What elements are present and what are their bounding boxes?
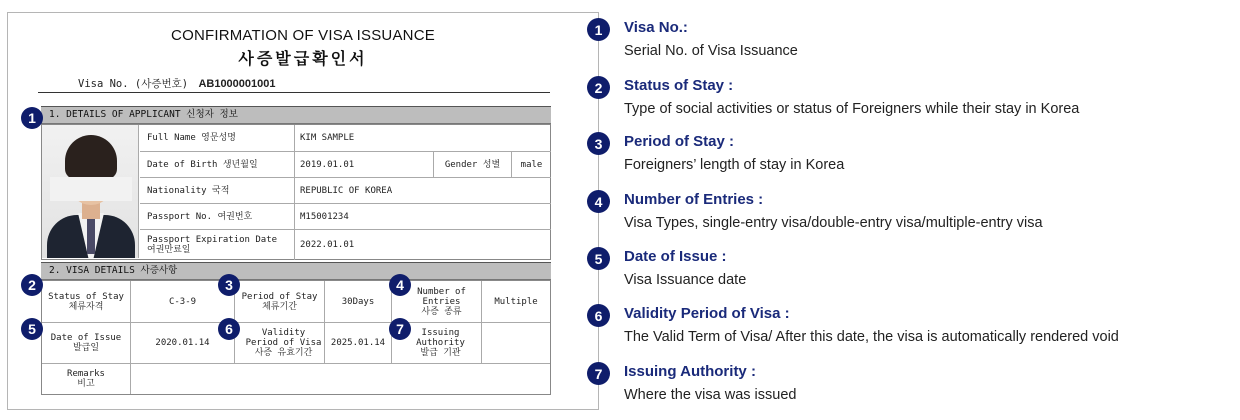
status-label-ko: 체류자격 bbox=[68, 301, 104, 312]
document-title-ko: 사증발급확인서 bbox=[238, 51, 368, 68]
legend-badge: 3 bbox=[587, 132, 610, 155]
legend-item-status-of-stay bbox=[587, 74, 1227, 124]
status-label-en: Status of Stay bbox=[48, 291, 124, 302]
visa-number-value: AB1000001001 bbox=[198, 78, 276, 90]
callout-badge-6: 6 bbox=[218, 318, 240, 340]
legend-title: Period of Stay : bbox=[624, 133, 735, 150]
legend-badge: 5 bbox=[587, 247, 610, 270]
legend-description: The Valid Term of Visa/ After this date, the visa is automatically rendered void bbox=[624, 329, 1119, 345]
legend-description: Type of social activities or status of Foreigners while their stay in Korea bbox=[624, 101, 1080, 117]
legend-item-date-of-issue bbox=[587, 245, 1227, 295]
status-of-stay-label bbox=[42, 281, 130, 322]
legend-description: Visa Types, single-entry visa/double-entry visa/multiple-entry visa bbox=[624, 215, 1043, 231]
legend-description: Where the visa was issued bbox=[624, 387, 797, 403]
legend-description: Visa Issuance date bbox=[624, 272, 747, 288]
section-visa-header: 2. VISA DETAILS 사증사항 bbox=[41, 262, 551, 280]
legend-badge: 6 bbox=[587, 304, 610, 327]
divider bbox=[38, 92, 550, 93]
period-of-stay-value: 30Days bbox=[341, 296, 375, 307]
passport-label: Passport No. 여권번호 bbox=[147, 212, 253, 222]
full-name-value: KIM SAMPLE bbox=[300, 133, 355, 143]
remarks-label-ko: 비고 bbox=[77, 379, 95, 389]
passport-expiration-label bbox=[147, 230, 292, 260]
legend-title: Visa No.: bbox=[624, 19, 688, 36]
callout-badge-2: 2 bbox=[21, 274, 43, 296]
section-applicant-header: 1. DETAILS OF APPLICANT 신청자 정보 bbox=[41, 106, 551, 124]
passport-expiration-value: 2022.01.01 bbox=[300, 240, 355, 250]
legend-title: Issuing Authority : bbox=[624, 363, 756, 380]
callout-badge-1: 1 bbox=[21, 107, 43, 129]
remarks-label bbox=[42, 364, 130, 394]
legend-title: Status of Stay : bbox=[624, 77, 734, 94]
dob-value: 2019.01.01 bbox=[300, 160, 355, 170]
entries-label-en: Number of Entries bbox=[417, 286, 466, 307]
authority-label-en: Issuing Authority bbox=[416, 328, 465, 348]
period-label-ko: 체류기간 bbox=[262, 301, 297, 312]
passport-expiration-label-en: Passport Expiration Date bbox=[147, 235, 278, 245]
entries-label-ko: 사증 종류 bbox=[421, 306, 462, 317]
number-of-entries-value: Multiple bbox=[494, 296, 538, 307]
legend-item-period-of-stay bbox=[587, 130, 1227, 180]
validity-period-value: 2025.01.14 bbox=[330, 338, 386, 348]
visa-number-row bbox=[78, 76, 276, 91]
legend-title: Date of Issue : bbox=[624, 248, 727, 265]
visa-confirmation-document bbox=[7, 12, 599, 410]
gender-value: male bbox=[520, 160, 543, 170]
legend-badge: 4 bbox=[587, 190, 610, 213]
validity-period-label bbox=[235, 323, 324, 363]
passport-expiration-label-ko: 여권만료일 bbox=[147, 245, 191, 255]
legend-badge: 7 bbox=[587, 362, 610, 385]
issue-label-en: Date of Issue bbox=[50, 333, 122, 343]
validity-label-ko: 사증 유효기간 bbox=[254, 348, 313, 358]
date-of-issue-label bbox=[42, 323, 130, 363]
remarks-label-en: Remarks bbox=[67, 369, 105, 379]
validity-label-en: Validity Period of Visa bbox=[245, 328, 322, 348]
period-of-stay-label bbox=[235, 281, 324, 322]
legend-item-issuing-authority bbox=[587, 360, 1227, 410]
callout-badge-4: 4 bbox=[389, 274, 411, 296]
full-name-label: Full Name 영문성명 bbox=[147, 133, 236, 143]
legend-badge: 2 bbox=[587, 76, 610, 99]
authority-label-ko: 발급 기관 bbox=[420, 348, 461, 358]
callout-badge-7: 7 bbox=[389, 318, 411, 340]
visa-number-label: Visa No. (사증번호) bbox=[78, 78, 189, 90]
passport-value: M15001234 bbox=[300, 212, 349, 222]
legend-title: Validity Period of Visa : bbox=[624, 305, 790, 322]
period-label-en: Period of Stay bbox=[241, 291, 318, 302]
callout-badge-3: 3 bbox=[218, 274, 240, 296]
document-title-en: CONFIRMATION OF VISA ISSUANCE bbox=[171, 27, 435, 44]
status-of-stay-value: C-3-9 bbox=[168, 296, 197, 307]
legend-description: Serial No. of Visa Issuance bbox=[624, 43, 798, 59]
legend-title: Number of Entries : bbox=[624, 191, 764, 208]
legend-item-validity-period bbox=[587, 302, 1227, 352]
legend-item-visa-no bbox=[587, 16, 1227, 66]
gender-label: Gender 성별 bbox=[444, 160, 501, 170]
issue-label-ko: 발급일 bbox=[72, 343, 100, 353]
legend-badge: 1 bbox=[587, 18, 610, 41]
nationality-value: REPUBLIC OF KOREA bbox=[300, 186, 393, 196]
legend-description: Foreigners’ length of stay in Korea bbox=[624, 157, 845, 173]
dob-label: Date of Birth 생년월일 bbox=[147, 160, 258, 170]
date-of-issue-value: 2020.01.14 bbox=[155, 338, 210, 348]
nationality-label: Nationality 국적 bbox=[147, 186, 230, 196]
legend-item-number-of-entries bbox=[587, 188, 1227, 238]
issuing-authority-value bbox=[482, 323, 550, 363]
callout-badge-5: 5 bbox=[21, 318, 43, 340]
